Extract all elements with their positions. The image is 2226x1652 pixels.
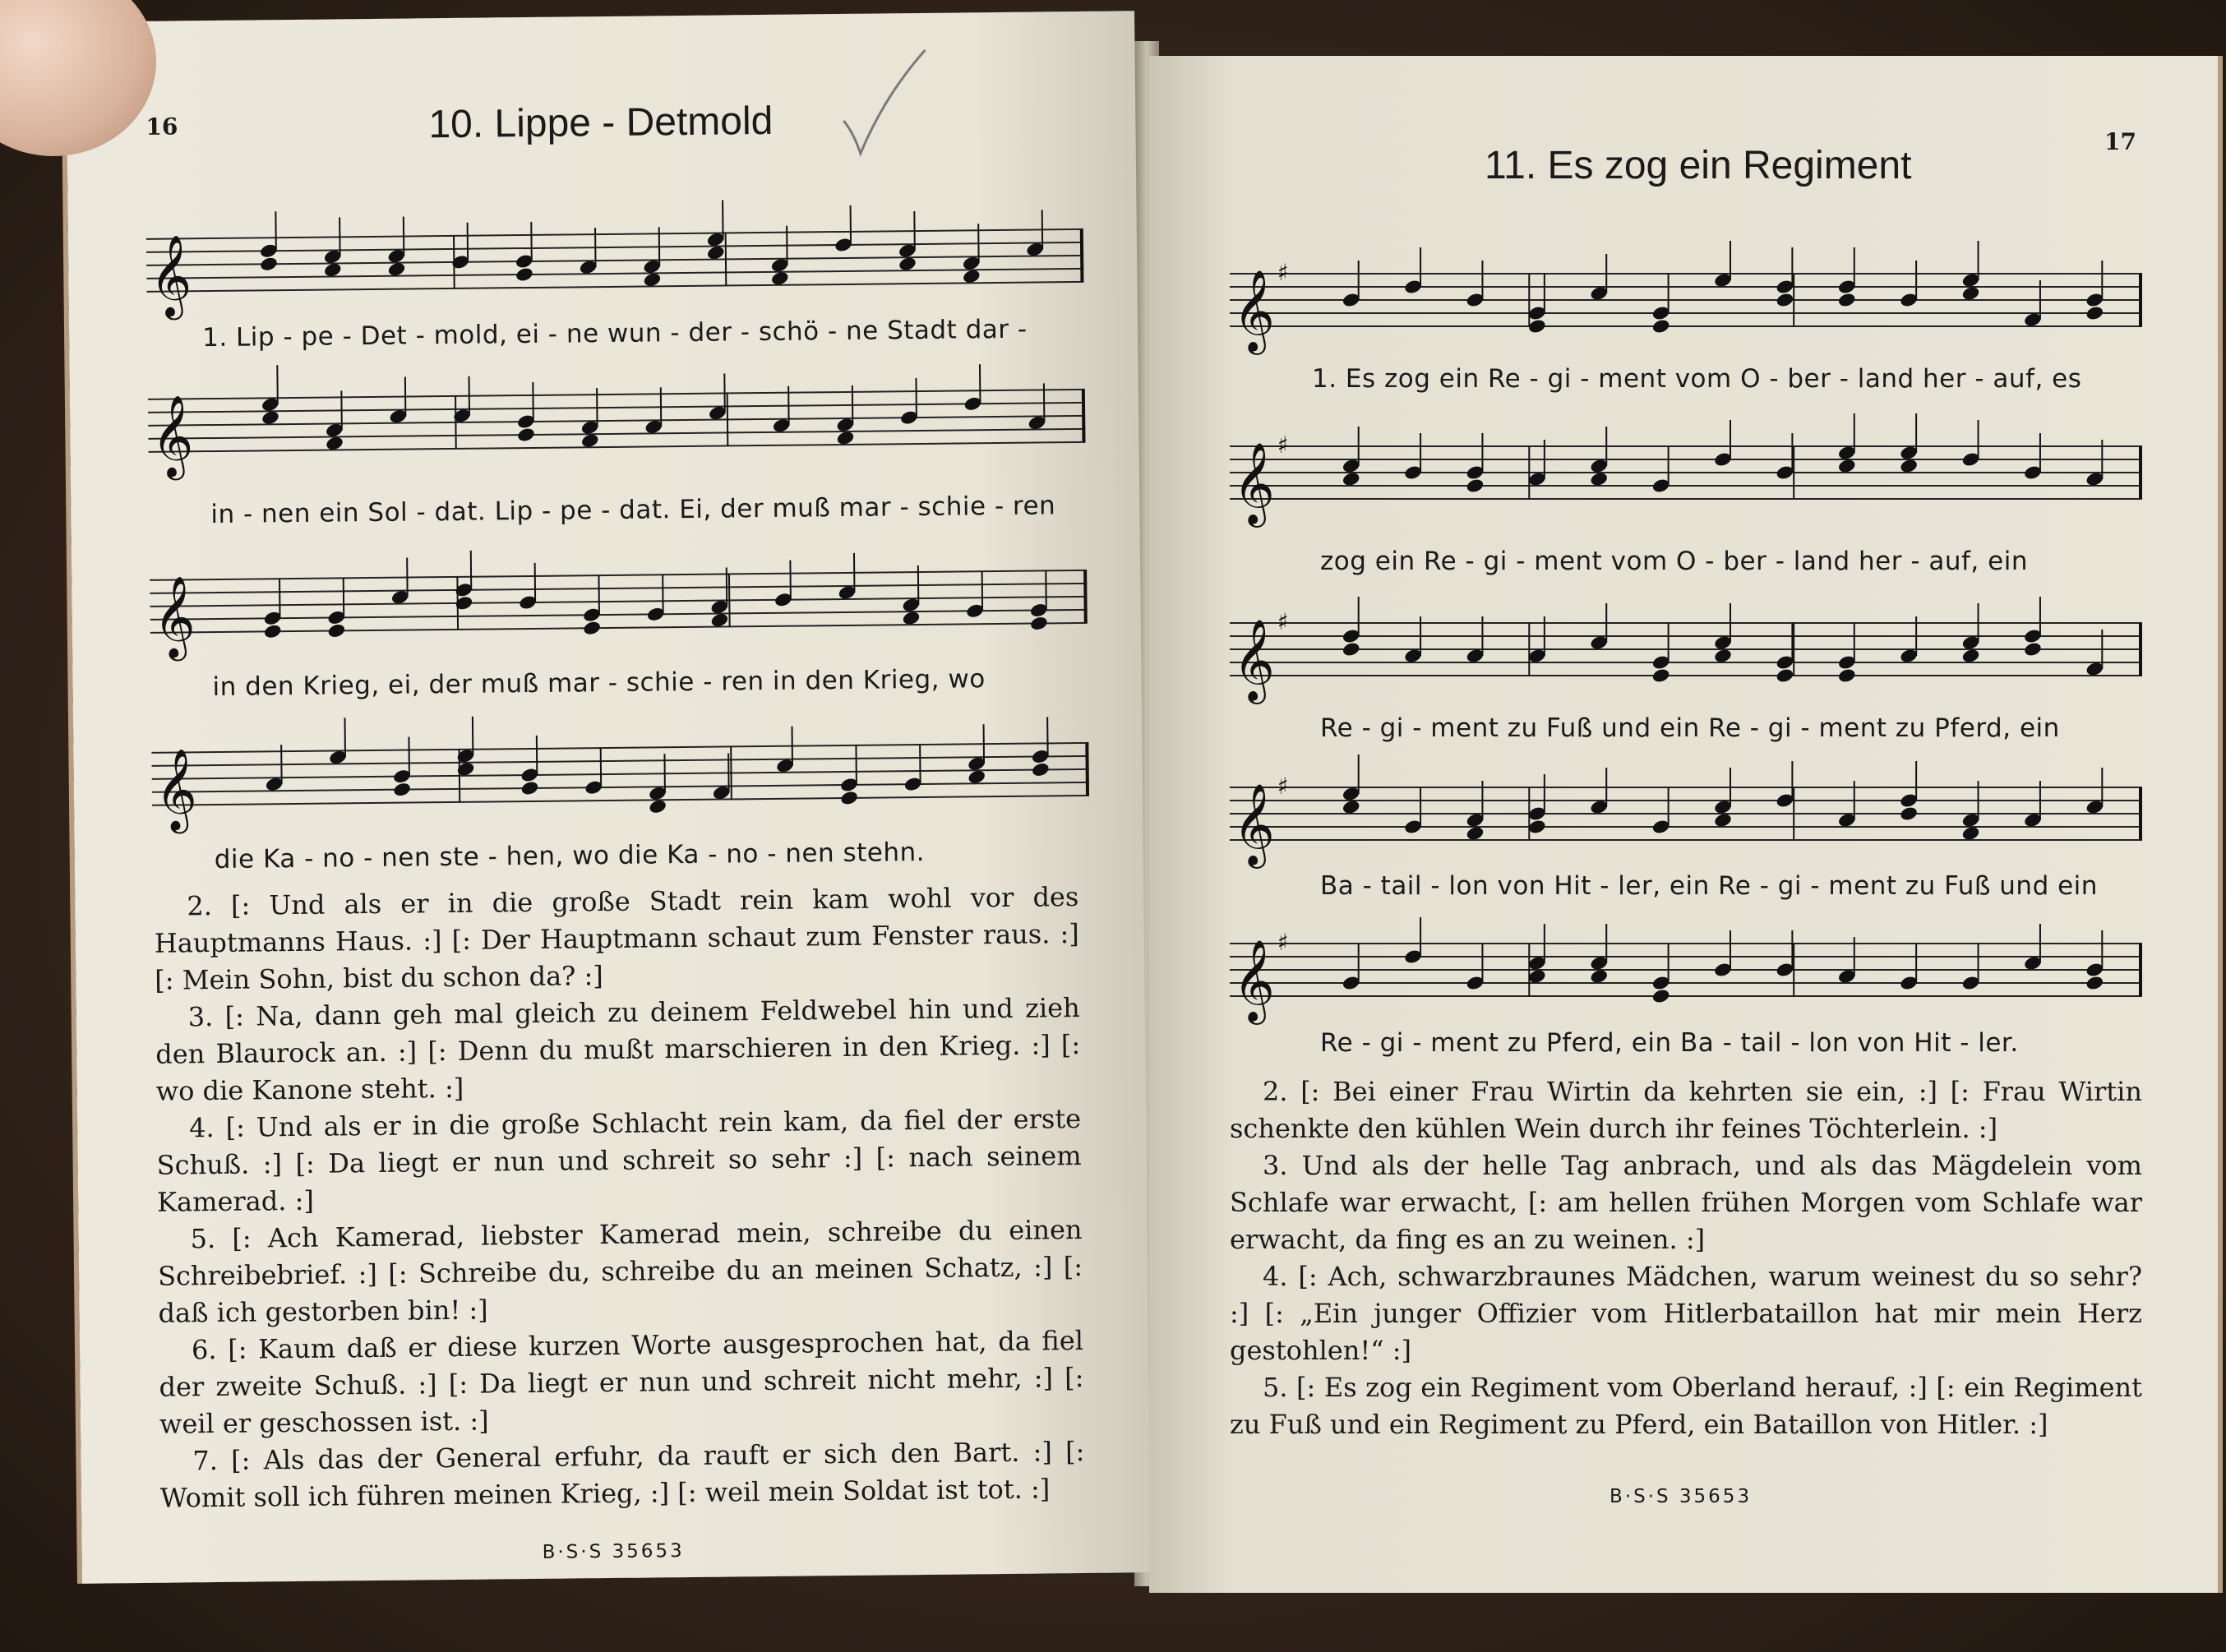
note-head: [327, 622, 347, 639]
note-head: [1776, 292, 1795, 308]
music-staff: [1230, 430, 2142, 537]
left-page: [66, 11, 1151, 1584]
treble-clef-icon: 𝄞: [1233, 783, 1275, 865]
verse: 4. [: Und als er in die große Schlacht rein kam, da fiel der erste Schuß. :] [: Da liegt er nun und schreit so sehr :] [: nach seinem Kamerad. :]: [156, 1102, 1082, 1218]
sharp-icon: ♯: [1277, 773, 1289, 800]
treble-clef-icon: 𝄞: [155, 748, 198, 831]
note-head: [1342, 799, 1361, 815]
note-head: [1589, 471, 1609, 487]
verse: 5. [: Es zog ein Regiment vom Oberland herauf, :] [: ein Regiment zu Fuß und ein Regiment zu Pferd, ein Bataillon von Hitler. :]: [1230, 1372, 2142, 1440]
note-head: [520, 780, 540, 796]
note-head: [1837, 458, 1857, 474]
music-staff: [1230, 607, 2142, 713]
note-head: [2085, 305, 2105, 321]
lyric-line: 1. Lip - pe - Det - mold, ei - ne wun - der - schö - ne Stadt dar -: [201, 314, 1028, 353]
note-head: [259, 256, 279, 272]
treble-clef-icon: 𝄞: [1233, 619, 1275, 701]
music-staff: [1230, 771, 2142, 878]
footer-code-left: B·S·S 35653: [542, 1540, 685, 1563]
verse: 2. [: Und als er in die große Stadt rein kam wohl vor des Hauptmanns Haus. :] [: Der Hauptmann schaut zum Fenster raus. :] [: Mein Sohn, bist du schon da? :]: [154, 881, 1079, 996]
note-head: [516, 427, 536, 443]
note-head: [1527, 819, 1547, 835]
verse: 3. [: Na, dann geh mal gleich zu deinem Feldwebel hin und zieh den Blaurock an. :] [: Denn du mußt marschieren in den Krieg. :] [: wo die Kanone steht. :]: [155, 992, 1081, 1107]
music-staff: [151, 727, 1089, 835]
note-head: [1961, 825, 1981, 842]
note-head: [263, 623, 283, 639]
note-head: [1031, 761, 1051, 778]
lyric-line: in - nen ein Sol - dat. Lip - pe - dat. Ei, der muß mar - schie - ren: [210, 491, 1056, 530]
note-head: [1899, 805, 1919, 822]
sharp-icon: ♯: [1277, 259, 1289, 286]
music-staff: [1230, 257, 2142, 356]
note-head: [839, 790, 859, 806]
treble-clef-icon: 𝄞: [149, 234, 192, 317]
sharp-icon: ♯: [1277, 431, 1289, 459]
footer-code-right: B·S·S 35653: [1609, 1486, 1753, 1507]
verse: 2. [: Bei einer Frau Wirtin da kehrten sie ein, :] [: Frau Wirtin schenkte den kühlen Wein durch ihr feines Töchterlein. :]: [1230, 1076, 2142, 1144]
lyric-line: die Ka - no - nen ste - hen, wo die Ka - no - nen stehn.: [214, 837, 926, 875]
note-head: [1713, 812, 1733, 828]
note-head: [1342, 641, 1361, 658]
note-head: [1961, 285, 1981, 302]
note-head: [1651, 667, 1671, 684]
note-head: [392, 782, 412, 798]
verse: 5. [: Ach Kamerad, liebster Kamerad mein, schreibe du einen Schreibebrief. :] [: Schreibe du, schreibe du an meinen Schatz, :] [: daß ich gestorben bin! :]: [157, 1213, 1083, 1329]
note-head: [1589, 968, 1609, 985]
music-staff: [1230, 927, 2142, 1034]
lyric-line: Re - gi - ment zu Fuß und ein Re - gi - ment zu Pferd, ein: [1320, 713, 2060, 743]
right-page: [1149, 56, 2218, 1593]
page-number-left: 16: [145, 113, 178, 141]
treble-clef-icon: 𝄞: [150, 395, 194, 478]
verses-right: [1230, 1073, 2142, 1443]
note-head: [1899, 458, 1919, 474]
music-staff: [148, 373, 1086, 490]
treble-clef-icon: 𝄞: [1233, 270, 1275, 352]
lyric-line: Re - gi - ment zu Pferd, ein Ba - tail - lon von Hit - ler.: [1320, 1028, 2019, 1058]
treble-clef-icon: 𝄞: [1233, 939, 1275, 1022]
verses-left: [154, 879, 1085, 1517]
note-head: [2085, 975, 2105, 991]
lyric-line: zog ein Re - gi - ment vom O - ber - land her - auf, ein: [1320, 547, 2028, 576]
note-head: [582, 620, 602, 636]
sharp-icon: ♯: [1277, 929, 1289, 956]
verse: 4. [: Ach, schwarzbraunes Mädchen, warum weinest du so sehr? :] [: „Ein junger Offizier vom Hitlerbataillon hat mir mein Herz gestohlen!“ :]: [1230, 1261, 2142, 1366]
song-title-right: 11. Es zog ein Regiment: [1485, 144, 1912, 187]
song-title-left: 10. Lippe - Detmold: [428, 99, 774, 147]
lyric-line: 1. Es zog ein Re - gi - ment vom O - ber - land her - auf, es: [1312, 364, 2082, 394]
note-head: [1776, 667, 1795, 684]
note-head: [1713, 648, 1733, 664]
note-head: [1466, 478, 1485, 494]
note-head: [1651, 988, 1671, 1004]
note-head: [1961, 648, 1981, 664]
note-head: [515, 266, 534, 283]
note-head: [2023, 641, 2043, 658]
note-head: [1837, 292, 1857, 308]
treble-clef-icon: 𝄞: [153, 575, 196, 658]
pencil-checkmark: [834, 46, 934, 162]
music-staff: [150, 554, 1088, 658]
verse: 3. Und als der helle Tag anbrach, und als das Mägdelein vom Schlafe war erwacht, [: am hellen frühen Morgen vom Schlafe war erwacht, da fing es an zu weinen. :]: [1230, 1150, 2142, 1255]
treble-clef-icon: 𝄞: [1233, 442, 1275, 524]
verse: 7. [: Als das der General erfuhr, da rauft er sich den Bart. :] [: Womit soll ich führen meinen Krieg, :] [: weil mein Soldat ist tot. :]: [159, 1435, 1085, 1514]
note-head: [1527, 968, 1547, 985]
page-number-right: 17: [2104, 128, 2136, 155]
note-head: [1342, 471, 1361, 487]
lyric-line: Ba - tail - lon von Hit - ler, ein Re - gi - ment zu Fuß und ein: [1320, 871, 2098, 901]
note-head: [1466, 825, 1485, 842]
note-head: [1029, 615, 1049, 631]
music-staff: [146, 213, 1084, 317]
sharp-icon: ♯: [1277, 608, 1289, 635]
note-head: [1837, 667, 1857, 684]
note-head: [1527, 318, 1547, 335]
note-head: [1651, 318, 1671, 335]
lyric-line: in den Krieg, ei, der muß mar - schie - ren in den Krieg, wo: [212, 664, 986, 703]
verse: 6. [: Kaum daß er diese kurzen Worte ausgesprochen hat, da fiel der zweite Schuß. :] [: Da liegt er nun und schreit nicht mehr, :] [: weil er geschossen ist. :]: [159, 1324, 1084, 1440]
